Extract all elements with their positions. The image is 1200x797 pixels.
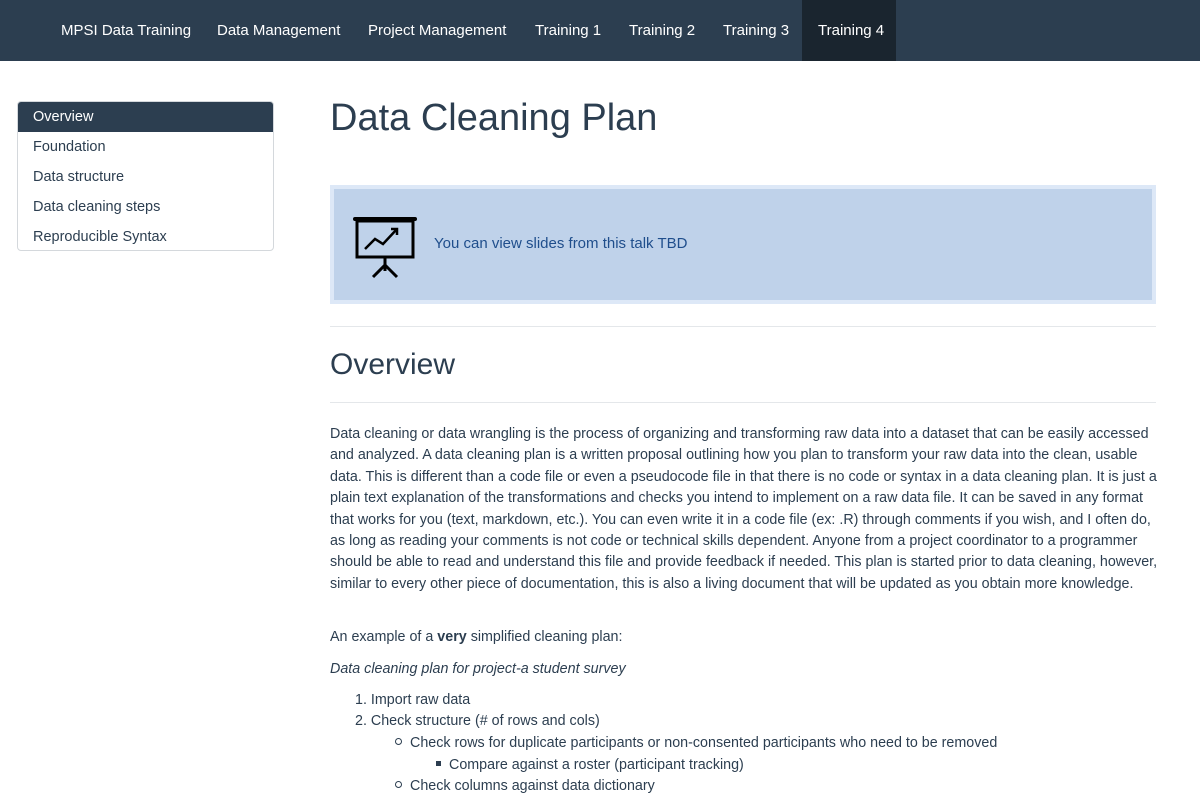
circle-bullet-icon [395, 738, 402, 745]
nav-training-1[interactable]: Training 1 [535, 22, 602, 39]
plan-title: Data cleaning plan for project-a student survey [330, 661, 626, 677]
nav-training-4[interactable]: Training 4 [802, 0, 896, 61]
callout-text: You can view slides from this talk TBD [434, 235, 688, 252]
square-bullet-icon [436, 761, 441, 766]
nav-data-management[interactable]: Data Management [217, 22, 341, 39]
toc-item-overview[interactable]: Overview [18, 102, 274, 132]
toc-item-data-structure[interactable]: Data structure [33, 169, 125, 185]
toc-item-reproducible-syntax[interactable]: Reproducible Syntax [33, 229, 167, 245]
page-title: Data Cleaning Plan [330, 97, 658, 139]
sub-list-item: Check columns against data dictionary [395, 776, 655, 797]
presentation-chart-icon [351, 211, 423, 283]
nav-home-link[interactable]: MPSI Data Training [61, 22, 192, 39]
slides-callout [330, 185, 1156, 304]
divider [330, 402, 1156, 403]
divider [330, 326, 1156, 327]
table-of-contents [17, 101, 274, 251]
top-navbar [0, 0, 1200, 61]
sub-list-item: Check rows for duplicate participants or non-consented participants who need to be removed [395, 733, 997, 754]
toc-item-data-cleaning-steps[interactable]: Data cleaning steps [33, 199, 161, 215]
toc-item-foundation[interactable]: Foundation [33, 139, 106, 155]
section-heading-overview: Overview [330, 348, 456, 381]
list-item: 2. Check structure (# of rows and cols) [355, 713, 600, 729]
list-item: 1. Import raw data [355, 692, 471, 708]
sub-sub-list-item: Compare against a roster (participant tracking) [436, 755, 744, 776]
overview-paragraph: Data cleaning or data wrangling is the process of organizing and transforming raw data into a dataset that can be easily accessed and analyzed. A data cleaning plan is a written proposal outlining how you plan to transform your raw data into the clean, usable data. This is different than a code file or even a pseudocode file in that there is no code or syntax in a data cleaning plan. It is just a plain text explanation of the transformations and checks you intend to implement on a raw data file. It can be saved in any format that works for you (text, markdown, etc.). You can even write it in a code file (ex: .R) through comments if you wish, and I often do, as long as reading your comments is not code or technical skills dependent. Anyone from a project coordinator to a programmer should be able to read and understand this file and provide feedback if needed. This plan is started prior to data cleaning, however, similar to every other piece of documentation, this is also a living document that will be updated as you obtain more knowledge. [330, 426, 1158, 592]
circle-bullet-icon [395, 781, 402, 788]
example-intro: An example of a very simplified cleaning plan: [330, 629, 623, 645]
nav-training-2[interactable]: Training 2 [629, 22, 696, 39]
nav-project-management[interactable]: Project Management [368, 22, 507, 39]
nav-training-3[interactable]: Training 3 [723, 22, 790, 39]
